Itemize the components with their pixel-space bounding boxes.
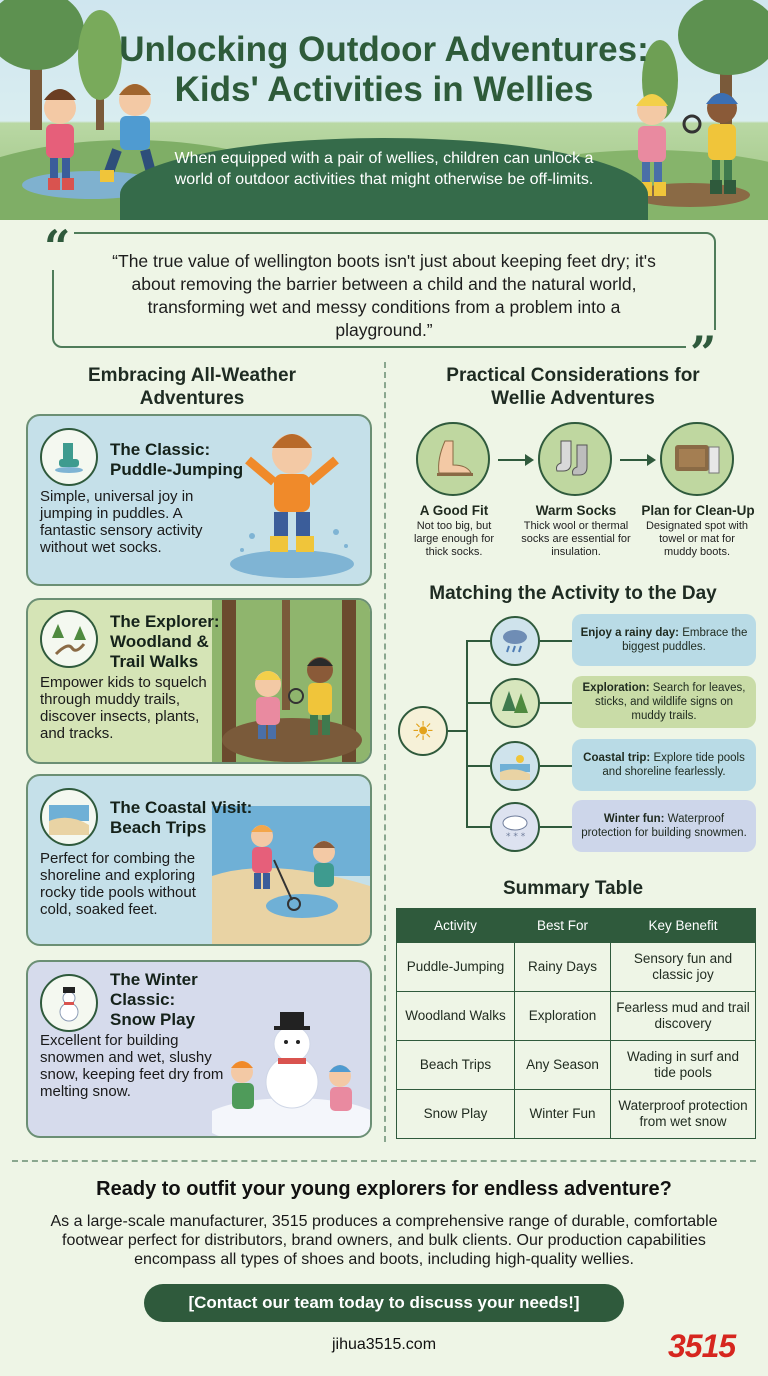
left-section-title bbox=[40, 364, 344, 410]
step-text: Designated spot with towel or mat for muddy boots. bbox=[645, 520, 749, 558]
table-header-row bbox=[397, 909, 756, 943]
table-cell: Fearless mud and trail discovery bbox=[611, 992, 756, 1041]
branch-line bbox=[540, 640, 572, 642]
branch-line bbox=[466, 640, 490, 642]
card-description: Perfect for combing the shoreline and exploring rocky tide pools without cold, soaked feet. bbox=[40, 850, 196, 918]
cta-text: As a large-scale manufacturer, 3515 produces a comprehensive range of durable, comfortable footwear perfect for distributors, brand owners, and bulk clients. Our production capabilities encompass all types of shoes and boots, including high-quality wellies. bbox=[50, 1213, 718, 1268]
practical-title-line-1: Practical Considerations for bbox=[446, 365, 700, 386]
left-title-line-2: Adventures bbox=[139, 388, 245, 409]
card-title-line: Trail Walks bbox=[110, 652, 199, 671]
card-title bbox=[110, 798, 252, 838]
left-title-line-1: Embracing All-Weather bbox=[88, 365, 296, 386]
brand-logo: 3515 bbox=[668, 1328, 736, 1364]
table-header: Key Benefit bbox=[611, 909, 756, 943]
table-cell: Any Season bbox=[515, 1041, 611, 1090]
match-label: Exploration: bbox=[582, 682, 650, 694]
column-divider bbox=[384, 362, 386, 1142]
branch-line bbox=[466, 765, 490, 767]
snowman-icon bbox=[40, 974, 98, 1032]
table-header: Activity bbox=[397, 909, 515, 943]
card-beach-trips bbox=[26, 774, 372, 946]
card-title-line: Woodland & bbox=[110, 632, 209, 651]
card-title-line: Snow Play bbox=[110, 1010, 196, 1029]
branch-line bbox=[466, 826, 490, 828]
branch-line bbox=[466, 702, 490, 704]
step-text: Not too big, but large enough for thick socks. bbox=[413, 520, 495, 558]
match-box-winter bbox=[572, 800, 756, 852]
card-title-line: The Explorer: bbox=[110, 612, 220, 631]
card-title bbox=[110, 440, 243, 480]
match-label: Winter fun: bbox=[603, 813, 665, 825]
match-box-rainy bbox=[572, 614, 756, 666]
table-row bbox=[397, 943, 756, 992]
table-cell: Puddle-Jumping bbox=[397, 943, 515, 992]
table-cell: Exploration bbox=[515, 992, 611, 1041]
table-cell: Beach Trips bbox=[397, 1041, 515, 1090]
branch-line bbox=[448, 730, 468, 732]
card-title bbox=[110, 970, 198, 1030]
branch-line bbox=[540, 765, 572, 767]
trees-icon bbox=[490, 678, 540, 728]
table-cell: Rainy Days bbox=[515, 943, 611, 992]
table-cell: Woodland Walks bbox=[397, 992, 515, 1041]
practical-title-line-2: Wellie Adventures bbox=[491, 388, 655, 409]
forest-trail-icon bbox=[40, 610, 98, 668]
branch-line bbox=[540, 702, 572, 704]
rain-cloud-icon bbox=[490, 616, 540, 666]
card-description: Empower kids to squelch through muddy trails, discover insects, plants, and tracks. bbox=[40, 674, 207, 742]
matching-section-title: Matching the Activity to the Day bbox=[429, 583, 717, 604]
woodland-illustration bbox=[212, 600, 370, 762]
branch-line bbox=[540, 826, 572, 828]
beach-wave-icon bbox=[40, 788, 98, 846]
table-cell: Winter Fun bbox=[515, 1090, 611, 1139]
card-description: Excellent for building snowmen and wet, slushy snow, keeping feet dry from melting snow. bbox=[40, 1032, 224, 1100]
match-text: Waterproof protection for building snowmen. bbox=[581, 813, 747, 839]
header-banner bbox=[0, 0, 768, 220]
match-text: Explore tide pools and shoreline fearlessly. bbox=[602, 752, 745, 778]
footer-divider bbox=[12, 1160, 756, 1162]
match-box-coastal bbox=[572, 739, 756, 791]
branch-line bbox=[466, 640, 468, 828]
card-title-line: The Classic: bbox=[110, 440, 211, 459]
card-title-line: The Winter bbox=[110, 970, 198, 989]
table-cell: Sensory fun and classic joy bbox=[611, 943, 756, 992]
boot-splash-icon bbox=[40, 428, 98, 486]
quote-text: “The true value of wellington boots isn't just about keeping feet dry; it's about removing the barrier between a child and the natural world, transforming wet and messy conditions from a problem into a playground.” bbox=[112, 251, 656, 340]
card-title bbox=[110, 612, 220, 672]
arrow-icon bbox=[498, 459, 532, 461]
snow-play-illustration bbox=[212, 962, 370, 1136]
card-woodland-walks bbox=[26, 598, 372, 764]
table-header: Best For bbox=[515, 909, 611, 943]
table-cell: Waterproof protection from wet snow bbox=[611, 1090, 756, 1139]
match-box-exploration bbox=[572, 676, 756, 728]
step-title: Warm Socks bbox=[535, 503, 617, 518]
summary-table bbox=[396, 908, 756, 1139]
snow-cloud-icon bbox=[490, 802, 540, 852]
foot-icon bbox=[416, 422, 490, 496]
match-label: Enjoy a rainy day: bbox=[580, 627, 680, 639]
page-subtitle: When equipped with a pair of wellies, children can unlock a world of outdoor activities that might otherwise be off-limits. bbox=[174, 150, 594, 188]
card-snow-play bbox=[26, 960, 372, 1138]
svg-text:* * *: * * * bbox=[506, 832, 526, 841]
coast-icon bbox=[490, 741, 540, 791]
table-row bbox=[397, 992, 756, 1041]
card-description: Simple, universal joy in jumping in puddles. A fantastic sensory activity without wet socks. bbox=[40, 488, 203, 556]
title-line-1: Unlocking Outdoor Adventures: bbox=[119, 30, 649, 69]
cta-title: Ready to outfit your young explorers for endless adventure? bbox=[96, 1178, 672, 1200]
card-puddle-jumping bbox=[26, 414, 372, 586]
match-text: Embrace the biggest puddles. bbox=[622, 627, 748, 653]
table-row bbox=[397, 1090, 756, 1139]
practical-section-title bbox=[400, 364, 746, 410]
table-cell: Snow Play bbox=[397, 1090, 515, 1139]
contact-button[interactable]: [Contact our team today to discuss your needs!] bbox=[144, 1284, 624, 1322]
table-cell: Wading in surf and tide pools bbox=[611, 1041, 756, 1090]
website-link[interactable]: jihua3515.com bbox=[331, 1336, 437, 1353]
match-label: Coastal trip: bbox=[583, 752, 651, 764]
sun-icon: ☀ bbox=[398, 706, 448, 756]
open-quote-icon: “ bbox=[40, 224, 74, 270]
mat-towel-icon bbox=[660, 422, 734, 496]
table-row bbox=[397, 1041, 756, 1090]
step-title: Plan for Clean-Up bbox=[641, 503, 755, 518]
card-title-line: Puddle-Jumping bbox=[110, 460, 244, 479]
card-title-line: Beach Trips bbox=[110, 818, 207, 837]
title-line-2: Kids' Activities in Wellies bbox=[174, 70, 594, 109]
summary-table-title: Summary Table bbox=[502, 878, 644, 899]
step-title: A Good Fit bbox=[419, 503, 489, 518]
card-title-line: Classic: bbox=[110, 990, 176, 1009]
close-quote-icon: ” bbox=[686, 330, 720, 376]
arrow-icon bbox=[620, 459, 654, 461]
socks-icon bbox=[538, 422, 612, 496]
card-title-line: The Coastal Visit: bbox=[110, 798, 253, 817]
match-text: Search for leaves, sticks, and wildlife signs on muddy trails. bbox=[594, 682, 746, 722]
step-text: Thick wool or thermal socks are essential for insulation. bbox=[521, 520, 631, 558]
page-title bbox=[0, 30, 768, 110]
